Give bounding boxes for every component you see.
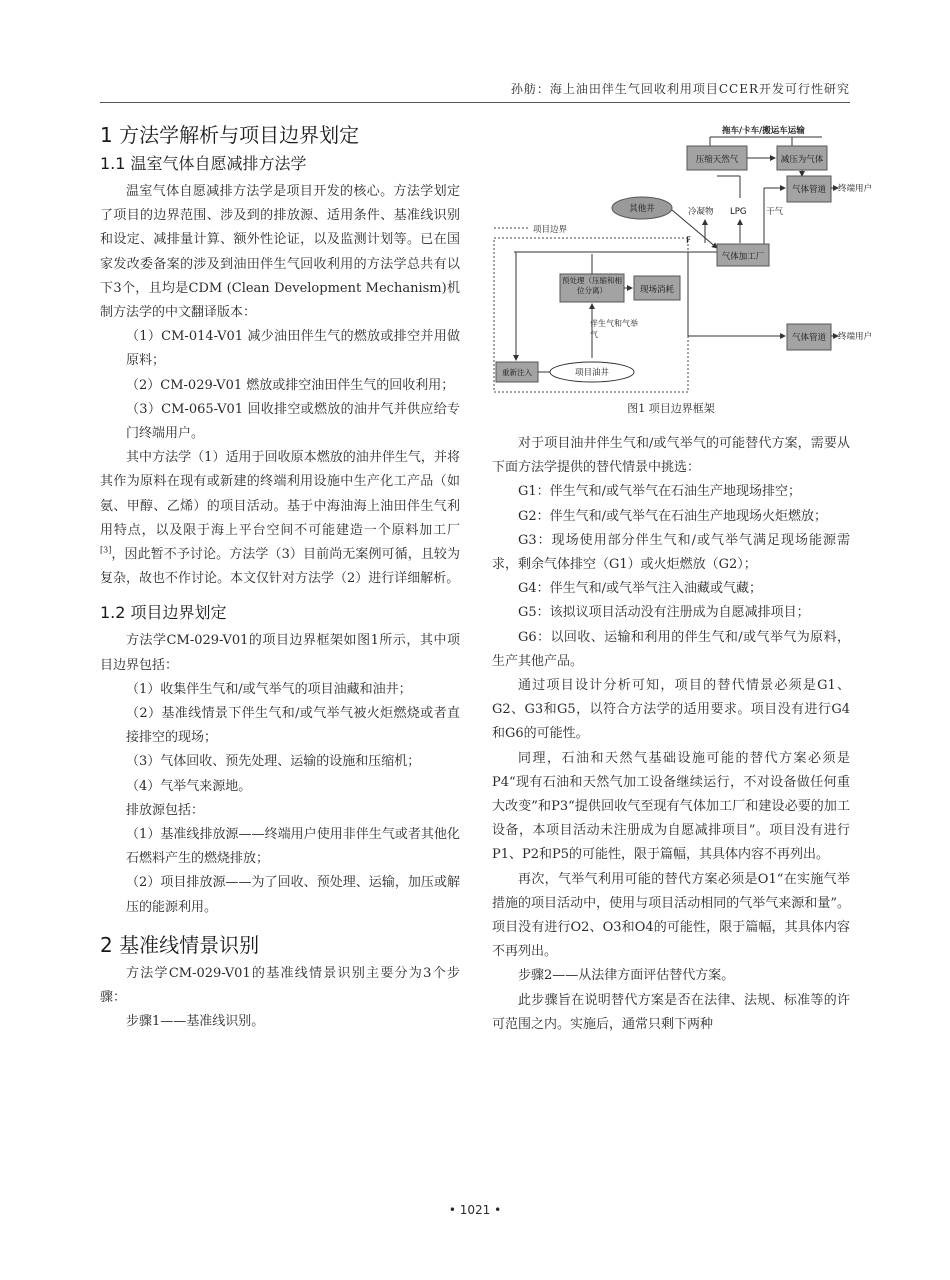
section-1-heading: 1 方法学解析与项目边界划定: [100, 123, 360, 147]
cng-label: 压缩天然气: [695, 155, 739, 165]
project-well-label: 项目油井: [574, 368, 610, 378]
emission-item: （1）基准线排放源——终端用户使用非伴生气或者其他化石燃料产生的燃烧排放；: [126, 827, 460, 867]
scenario-item: G2：伴生气和/或气举气在石油生产地现场火炬燃放；: [518, 508, 828, 524]
paragraph: 此步骤旨在说明替代方案是否在法律、法规、标准等的许可范围之内。实施后，通常只剩下两种: [492, 992, 850, 1032]
methodology-item: （1）CM-014-V01 减少油田伴生气的燃放或排空并用做原料；: [126, 329, 460, 369]
pipeline-label: 气体管道: [791, 333, 827, 343]
right-column: [492, 118, 873, 1037]
boundary-label: 项目边界: [533, 225, 568, 235]
transport-label: 拖车/卡车/搬运车运输: [722, 126, 805, 136]
pipeline-label: 气体管道: [791, 185, 827, 195]
other-well-label: 其他井: [629, 204, 655, 214]
figure-1: [492, 118, 873, 418]
boundary-diagram: [492, 118, 873, 400]
onsite-label: 现场消耗: [639, 285, 675, 295]
paragraph: 对于项目油井伴生气和/或气举气的可能替代方案，需要从下面方法学提供的替代情景中挑选：: [492, 436, 850, 476]
end-user-label-top: 终端用户: [838, 184, 873, 194]
reinject-label: 重新注入: [502, 368, 532, 377]
paragraph: 方法学CM-029-V01的基准线情景识别主要分为3个步骤：: [100, 965, 460, 1006]
gas-label-wrap: [590, 318, 640, 344]
paragraph: 排放源包括：: [126, 802, 205, 818]
running-header: 孙舫：海上油田伴生气回收利用项目CCER开发可行性研究: [100, 80, 850, 103]
left-column: [100, 118, 460, 1035]
lpg-label: LPG: [730, 207, 747, 217]
paragraph: 通过项目设计分析可知，项目的替代情景必须是G1、G2、G3和G5，以符合方法学的适用要求。项目没有进行G4和G6的可能性。: [492, 678, 850, 742]
boundary-item: （2）基准线情景下伴生气和/或气举气被火炬燃烧或者直接排空的现场；: [126, 706, 460, 746]
section-1-1-heading: 1.1 温室气体自愿减排方法学: [100, 154, 307, 173]
paragraph-text: 其中方法学（1）适用于回收原本燃放的油井伴生气，并将其作为原料在现有或新建的终端利用设施中生产化工产品（如氨、甲醇、乙烯）的项目活动。基于中海油海上油田伴生气利用特点，以及限于海上平台空间不可能建造一个原料加工厂: [100, 450, 460, 538]
gas-plant-label: 气体加工厂: [721, 252, 765, 262]
gas-label: 伴生气和气举气: [590, 319, 638, 339]
paragraph: 温室气体自愿减排方法学是项目开发的核心。方法学划定了项目的边界范围、涉及到的排放源、适用条件、基准线识别和设定、减排量计算、额外性论证，以及监测计划等。已在国家发改委备案的涉及到油田伴生气回收利用的方法学总共有以下3个，且均是CDM (Clean Development Mechanism)机制方法学的中文翻译版本：: [100, 184, 460, 321]
paragraph: 同理，石油和天然气基础设施可能的替代方案必须是P4“现有石油和天然气加工设备继续运行，不对设备做任何重大改变”和P3“提供回收气至现有气体加工厂和建设必要的加工设备，本项目活动未注册成为自愿减排项目”。项目没有进行P1、P2和P5的可能性，限于篇幅，其具体内容不再列出。: [492, 750, 850, 863]
methodology-item: （3）CM-065-V01 回收排空或燃放的油井气并供应给专门终端用户。: [126, 401, 460, 442]
pretreat-text-wrap: [560, 276, 624, 302]
scenario-item: G5：该拟议项目活动没有注册成为自愿减排项目；: [518, 605, 810, 621]
condensate-label: 冷凝物: [688, 207, 714, 217]
pretreat-label: 预处理（压缩和相位分离）: [562, 276, 622, 295]
end-user-label-bottom: 终端用户: [838, 332, 873, 342]
boundary-item: （1）收集伴生气和/或气举气的项目油藏和油井；: [126, 681, 412, 697]
f-label: F: [686, 236, 691, 246]
paragraph: [100, 446, 460, 591]
paragraph-text: ，因此暂不予讨论。方法学（3）目前尚无案例可循，且较为复杂，故也不作讨论。本文仅针对方法学（2）进行详细解析。: [100, 547, 460, 587]
section-2-heading: 2 基准线情景识别: [100, 932, 260, 957]
decompress-label: 减压为气体: [780, 155, 824, 165]
dry-gas-label: 干气: [766, 207, 784, 217]
figure-caption: 图1 项目边界框架: [627, 402, 715, 415]
boundary-item: （4）气举气来源地。: [126, 778, 252, 794]
emission-item: （2）项目排放源——为了回收、预处理、运输，加压或解压的能源利用。: [126, 875, 460, 915]
paragraph: 再次，气举气利用可能的替代方案必须是O1“在实施气举措施的项目活动中，使用与项目活动相同的气举气来源和量”。项目没有进行O2、O3和O4的可能性，限于篇幅，其具体内容不再列出。: [492, 871, 850, 960]
boundary-item: （3）气体回收、预先处理、运输的设施和压缩机；: [126, 754, 421, 770]
scenario-item: G6：以回收、运输和利用的伴生气和/或气举气为原料，生产其他产品。: [492, 629, 850, 669]
page-number: • 1021 •: [448, 1203, 502, 1217]
methodology-item: （2）CM-029-V01 燃放或排空油田伴生气的回收利用；: [126, 377, 455, 393]
paragraph: 步骤2——从法律方面评估替代方案。: [518, 968, 735, 984]
citation-ref: [3]: [100, 545, 112, 555]
paragraph: 方法学CM-029-V01的项目边界框架如图1所示，其中项目边界包括：: [100, 633, 460, 673]
scenario-item: G1：伴生气和/或气举气在石油生产地现场排空；: [518, 484, 802, 500]
paragraph: 步骤1——基准线识别。: [126, 1014, 265, 1030]
scenario-item: G4：伴生气和/或气举气注入油藏或气藏；: [518, 581, 763, 597]
scenario-item: G3：现场使用部分伴生气和/或气举气满足现场能源需求，剩余气体排空（G1）或火炬燃放（G2）；: [492, 532, 850, 573]
section-1-2-heading: 1.2 项目边界划定: [100, 603, 227, 623]
